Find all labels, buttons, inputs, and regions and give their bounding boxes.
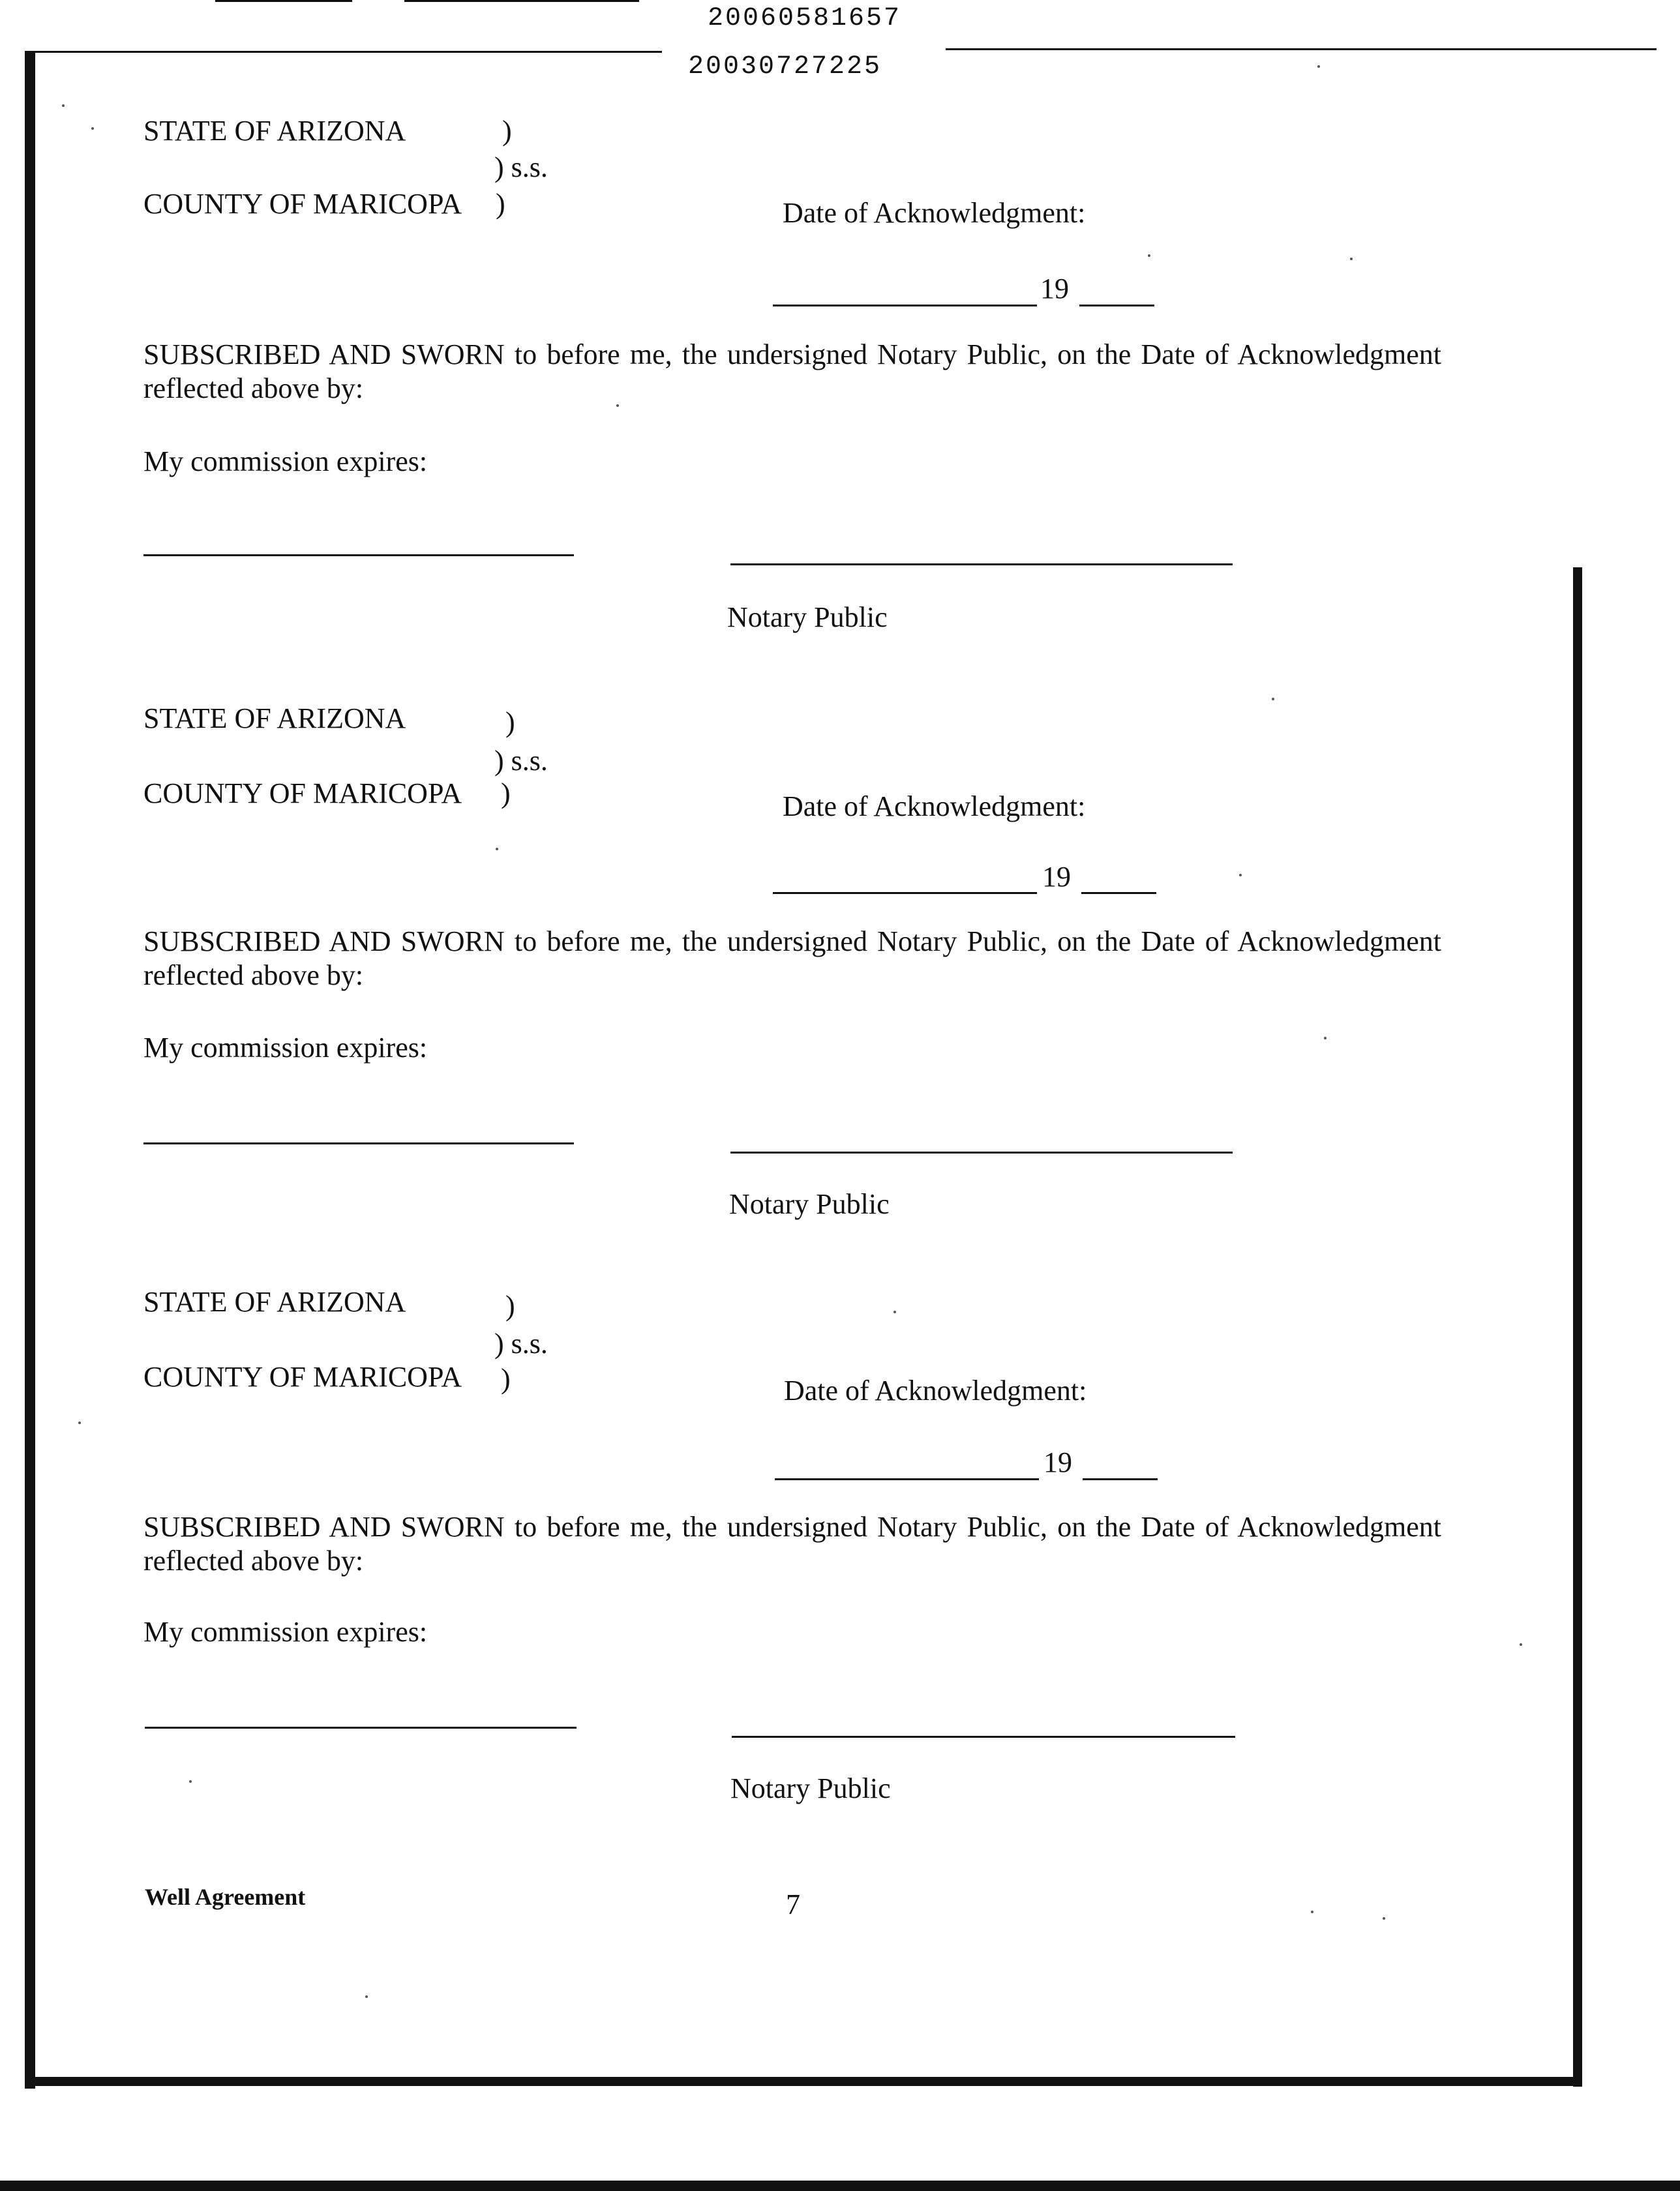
year-prefix: 19 bbox=[1043, 1446, 1072, 1478]
page-number: 7 bbox=[786, 1888, 800, 1920]
bottom-border bbox=[25, 2077, 1582, 2086]
commission-date-line[interactable] bbox=[143, 554, 574, 556]
date-of-acknowledgment-label: Date of Acknowledgment: bbox=[783, 790, 1086, 822]
county-label: COUNTY OF MARICOPA bbox=[143, 1361, 462, 1393]
state-paren: ) bbox=[505, 706, 515, 738]
state-label: STATE OF ARIZONA bbox=[143, 115, 406, 147]
scan-speck bbox=[1350, 258, 1353, 260]
recording-number-secondary: 20030727225 bbox=[688, 52, 882, 82]
notary-public-label: Notary Public bbox=[727, 601, 888, 633]
date-of-acknowledgment-label: Date of Acknowledgment: bbox=[784, 1375, 1087, 1407]
ss-label: ) s.s. bbox=[494, 151, 548, 183]
subscribed-sworn-text: SUBSCRIBED AND SWORN to before me, the undersigned Notary Public, on the Date of Acknowledgment reflected above by: bbox=[143, 338, 1441, 404]
scan-speck bbox=[496, 848, 498, 850]
state-paren: ) bbox=[505, 1290, 515, 1322]
left-border bbox=[25, 51, 35, 2089]
commission-date-line[interactable] bbox=[145, 1727, 577, 1729]
scan-speck bbox=[1272, 698, 1274, 700]
ss-label: ) s.s. bbox=[494, 1328, 548, 1360]
county-paren: ) bbox=[501, 1363, 511, 1395]
commission-expires-label: My commission expires: bbox=[143, 1616, 428, 1648]
ss-label: ) s.s. bbox=[494, 745, 548, 777]
scan-speck bbox=[91, 127, 94, 130]
date-year-line[interactable] bbox=[1081, 892, 1156, 894]
scan-speck bbox=[1317, 65, 1320, 68]
subscribed-sworn-text: SUBSCRIBED AND SWORN to before me, the undersigned Notary Public, on the Date of Acknowledgment reflected above by: bbox=[143, 925, 1441, 991]
scan-speck bbox=[1383, 1917, 1385, 1920]
top-border-left bbox=[26, 51, 662, 53]
notary-signature-line[interactable] bbox=[730, 563, 1233, 565]
scan-speck bbox=[1311, 1911, 1313, 1913]
notary-public-label: Notary Public bbox=[729, 1188, 890, 1220]
year-prefix: 19 bbox=[1042, 861, 1071, 893]
notary-signature-line[interactable] bbox=[732, 1736, 1235, 1738]
state-label: STATE OF ARIZONA bbox=[143, 1286, 406, 1318]
subscribed-sworn-text: SUBSCRIBED AND SWORN to before me, the undersigned Notary Public, on the Date of Acknowledgment reflected above by: bbox=[143, 1511, 1441, 1577]
scan-speck bbox=[78, 1422, 81, 1424]
commission-date-line[interactable] bbox=[143, 1142, 574, 1144]
scan-speck bbox=[189, 1780, 192, 1783]
date-of-acknowledgment-label: Date of Acknowledgment: bbox=[783, 197, 1086, 229]
state-label: STATE OF ARIZONA bbox=[143, 702, 406, 734]
scan-speck bbox=[893, 1311, 896, 1313]
date-day-line[interactable] bbox=[775, 1478, 1039, 1480]
right-border bbox=[1573, 567, 1582, 2087]
scan-speck bbox=[62, 104, 65, 107]
commission-expires-label: My commission expires: bbox=[143, 445, 428, 477]
year-prefix: 19 bbox=[1040, 273, 1069, 305]
date-year-line[interactable] bbox=[1083, 1478, 1158, 1480]
scan-speck bbox=[1520, 1643, 1522, 1646]
commission-expires-label: My commission expires: bbox=[143, 1032, 428, 1064]
top-edge-marks-left bbox=[215, 0, 352, 2]
date-year-line[interactable] bbox=[1079, 305, 1154, 306]
scan-speck bbox=[1324, 1037, 1327, 1039]
county-label: COUNTY OF MARICOPA bbox=[143, 777, 462, 809]
top-border-right bbox=[946, 48, 1657, 50]
date-day-line[interactable] bbox=[773, 305, 1037, 306]
state-paren: ) bbox=[502, 115, 512, 147]
page-bottom-edge bbox=[0, 2181, 1680, 2191]
scan-speck bbox=[616, 404, 619, 407]
scan-speck bbox=[1239, 874, 1242, 876]
date-day-line[interactable] bbox=[773, 892, 1037, 894]
notary-public-label: Notary Public bbox=[730, 1772, 891, 1804]
county-label: COUNTY OF MARICOPA bbox=[143, 188, 462, 220]
scan-speck bbox=[365, 1995, 368, 1998]
top-edge-marks-mid bbox=[404, 0, 639, 2]
scan-speck bbox=[1148, 254, 1150, 257]
footer-document-title: Well Agreement bbox=[145, 1884, 306, 1910]
county-paren: ) bbox=[496, 188, 505, 220]
notary-signature-line[interactable] bbox=[730, 1152, 1233, 1154]
county-paren: ) bbox=[501, 777, 511, 809]
recording-number-primary: 20060581657 bbox=[708, 4, 902, 33]
